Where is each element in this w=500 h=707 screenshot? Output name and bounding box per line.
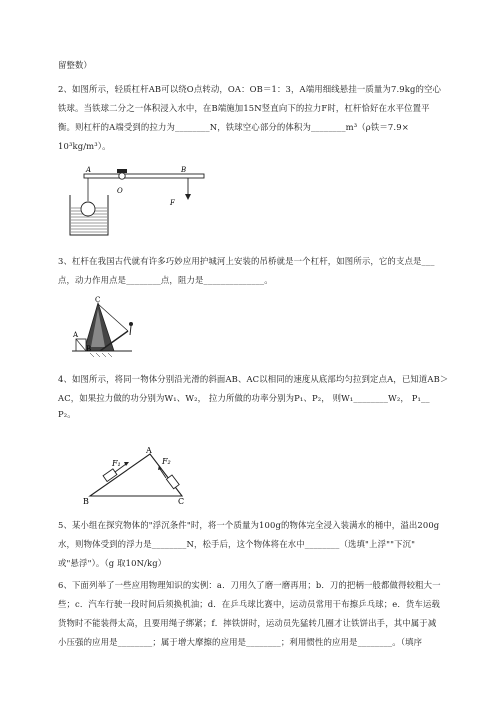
q3-drawbridge-figure	[72, 295, 142, 359]
force-arrowhead	[185, 194, 191, 200]
block-on-ab	[103, 469, 117, 482]
previous-question-fragment: 留整数）	[58, 60, 92, 70]
question-2	[58, 80, 463, 156]
q5-line-2: 水，则物体受到的浮力是________N，松手后，这个物体将在水中________（选填"上浮""下沉"	[58, 539, 416, 549]
question-4	[58, 370, 463, 421]
label-b: B	[181, 166, 187, 174]
label-b: B	[83, 497, 89, 506]
q2-line-4: 10³kg/m³）。	[58, 141, 111, 151]
q6-line-3: 货物时不能装得太高，且要用绳子绑紧；f．摔铁饼时，运动员先猛转几圈才让铁饼出手，其中属于减	[58, 618, 437, 628]
q6-line-2: 些；c．汽车行驶一段时间后须换机油；d．在乒乓球比赛中，运动员常用干布擦乒乓球；e．货车运载	[58, 599, 441, 609]
label-o: O	[117, 187, 123, 195]
label-f1: F₁	[112, 459, 121, 468]
q5-line-3: 或"悬浮"）。（g 取10N/kg）	[58, 558, 167, 568]
q4-line-2: AC，如果拉力做的功分别为W₁、W₂， 拉力所做的功率分别为P₁、P₂， 则W₁________W₂， P₁__	[58, 393, 430, 403]
q2-lever-figure	[64, 163, 204, 243]
q2-line-2: 铁球。当铁球二分之一体积浸入水中，在B端施加15N竖直向下的拉力F时，杠杆恰好在水平位置平	[58, 103, 430, 113]
question-5	[58, 516, 463, 573]
question-3	[58, 252, 463, 290]
q6-line-1: 6、下面列举了一些应用物理知识的实例：a．刀用久了磨一磨再用；b．刀的把柄一般都做得较粗大一	[58, 580, 441, 590]
person-head	[129, 322, 133, 326]
label-c: C	[95, 296, 101, 304]
label-a: A	[146, 446, 152, 455]
q3-line-2: 点，动力作用点是________点，阻力是______________。	[58, 275, 273, 285]
label-f: F	[170, 199, 175, 207]
q4-line-3: P₂。	[58, 409, 76, 419]
block-on-ac	[166, 475, 179, 489]
q2-line-1: 2、如图所示，轻质杠杆AB可以绕O点转动，OA：OB＝1：3，A端用细线悬挂一质量为7.9kg的空心	[58, 84, 442, 94]
label-a: A	[73, 331, 79, 339]
label-b: B	[86, 345, 92, 353]
iron-ball	[81, 202, 95, 216]
label-f2: F₂	[162, 457, 171, 466]
label-a: A	[86, 166, 92, 174]
q5-line-1: 5、某小组在探究物体的"浮沉条件"时，将一个质量为100g的物体完全浸入装满水的桶中，溢出200g	[58, 520, 440, 530]
question-6	[58, 576, 463, 652]
q6-line-4: 小压强的应用是________；属于增大摩擦的应用是________；利用惯性的应用是________。（填序	[58, 637, 423, 647]
q2-line-3: 衡。则杠杆的A端受到的拉力为________N，铁球空心部分的体积为________m³（ρ铁＝7.9×	[58, 122, 409, 132]
q3-line-1: 3、杠杆在我国古代就有许多巧妙应用护城河上安装的吊桥就是一个杠杆，如图所示，它的支点是___	[58, 256, 435, 266]
q4-incline-figure	[82, 448, 202, 504]
pivot-support	[117, 169, 127, 173]
moat-hatching	[90, 353, 112, 357]
lever-bar	[84, 174, 204, 178]
person-body	[130, 326, 131, 335]
pivot-circle	[119, 173, 125, 179]
label-c: C	[178, 497, 185, 506]
q4-line-1: 4、如图所示，将同一物体分别沿光滑的斜面AB、AC以相同的速度从底部均匀拉到定点A，已知道AB＞	[58, 374, 449, 384]
